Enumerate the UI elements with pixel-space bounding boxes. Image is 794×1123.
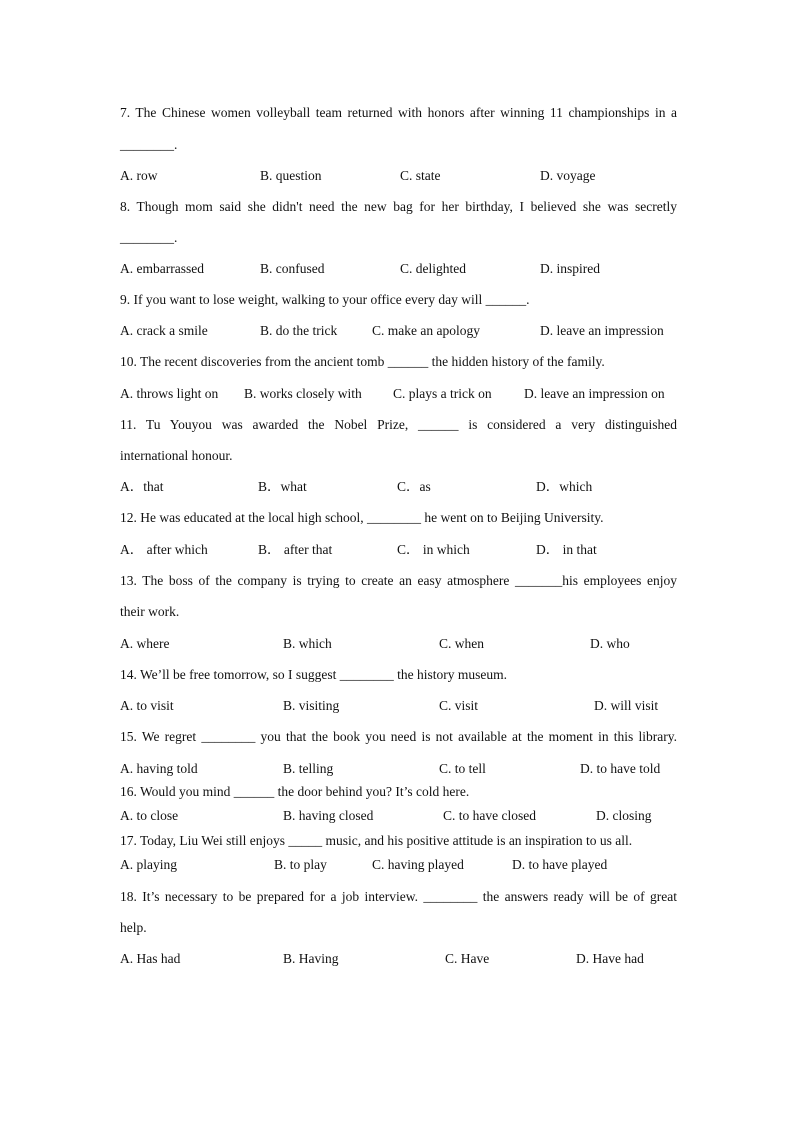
question-14-option-d: D. will visit — [594, 698, 659, 713]
question-17-line-1: 17. Today, Liu Wei still enjoys _____ music, and his positive attitude is an inspiration to us all. — [120, 833, 633, 848]
question-8-line-2: ________. — [120, 230, 178, 245]
question-17-option-a: A. playing — [120, 857, 177, 872]
question-7-option-d: D. voyage — [540, 168, 596, 183]
question-11-option-a: A．that — [120, 479, 164, 494]
question-16-option-d: D. closing — [596, 808, 652, 823]
question-13-option-b: B. which — [283, 636, 332, 651]
question-14-option-a: A. to visit — [120, 698, 174, 713]
question-17-option-b: B. to play — [274, 857, 327, 872]
question-12-line-1: 12. He was educated at the local high school, ________ he went on to Beijing University. — [120, 510, 604, 525]
question-14-option-b: B. visiting — [283, 698, 340, 713]
question-8-option-a: A. embarrassed — [120, 261, 204, 276]
question-13-option-a: A. where — [120, 636, 170, 651]
question-13-line-1: 13. The boss of the company is trying to create an easy atmosphere _______his employees enjoy — [120, 573, 677, 588]
question-12-option-a: A． after which — [120, 542, 208, 557]
question-12-option-c: C． in which — [397, 542, 470, 557]
question-12-option-b: B． after that — [258, 542, 333, 557]
question-18-option-b: B. Having — [283, 951, 339, 966]
question-13-option-d: D. who — [590, 636, 630, 651]
question-9-option-d: D. leave an impression — [540, 323, 664, 338]
question-9-option-c: C. make an apology — [372, 323, 480, 338]
question-16-option-c: C. to have closed — [443, 808, 536, 823]
question-15-option-d: D. to have told — [580, 761, 661, 776]
question-10-option-d: D. leave an impression on — [524, 386, 665, 401]
question-18-option-d: D. Have had — [576, 951, 644, 966]
question-18-option-a: A. Has had — [120, 951, 181, 966]
question-12-option-d: D． in that — [536, 542, 597, 557]
question-8-option-b: B. confused — [260, 261, 325, 276]
question-10-option-a: A. throws light on — [120, 386, 219, 401]
question-11-option-c: C．as — [397, 479, 431, 494]
question-15-option-b: B. telling — [283, 761, 334, 776]
question-8-option-c: C. delighted — [400, 261, 466, 276]
question-15-option-c: C. to tell — [439, 761, 486, 776]
question-7-option-b: B. question — [260, 168, 322, 183]
question-10-line-1: 10. The recent discoveries from the ancient tomb ______ the hidden history of the family. — [120, 354, 605, 369]
question-9-option-b: B. do the trick — [260, 323, 338, 338]
question-7-option-a: A. row — [120, 168, 158, 183]
question-11-line-1: 11. Tu Youyou was awarded the Nobel Prize, ______ is considered a very distinguished — [120, 417, 677, 432]
question-16-option-a: A. to close — [120, 808, 179, 823]
question-7-option-c: C. state — [400, 168, 441, 183]
question-15-option-a: A. having told — [120, 761, 198, 776]
question-15-line-1: 15. We regret ________ you that the book you need is not available at the moment in this library. — [120, 729, 677, 744]
question-18-line-1: 18. It’s necessary to be prepared for a job interview. ________ the answers ready will be of great — [120, 889, 677, 904]
question-18-line-2: help. — [120, 920, 147, 935]
question-16-option-b: B. having closed — [283, 808, 374, 823]
question-7-line-2: ________. — [120, 137, 178, 152]
question-11-option-d: D．which — [536, 479, 593, 494]
question-8-line-1: 8. Though mom said she didn't need the new bag for her birthday, I believed she was secretly — [120, 199, 677, 214]
question-16-line-1: 16. Would you mind ______ the door behind you? It’s cold here. — [120, 784, 470, 799]
question-14-option-c: C. visit — [439, 698, 479, 713]
question-11-option-b: B．what — [258, 479, 307, 494]
question-13-line-2: their work. — [120, 604, 180, 619]
question-7-line-1: 7. The Chinese women volleyball team returned with honors after winning 11 championships in a — [120, 105, 677, 120]
question-8-option-d: D. inspired — [540, 261, 600, 276]
question-10-option-c: C. plays a trick on — [393, 386, 492, 401]
question-17-option-c: C. having played — [372, 857, 464, 872]
question-10-option-b: B. works closely with — [244, 386, 362, 401]
question-9-line-1: 9. If you want to lose weight, walking to your office every day will ______. — [120, 292, 530, 307]
question-18-option-c: C. Have — [445, 951, 490, 966]
question-11-line-2: international honour. — [120, 448, 233, 463]
question-9-option-a: A. crack a smile — [120, 323, 208, 338]
question-13-option-c: C. when — [439, 636, 484, 651]
question-14-line-1: 14. We’ll be free tomorrow, so I suggest ________ the history museum. — [120, 667, 507, 682]
question-17-option-d: D. to have played — [512, 857, 608, 872]
